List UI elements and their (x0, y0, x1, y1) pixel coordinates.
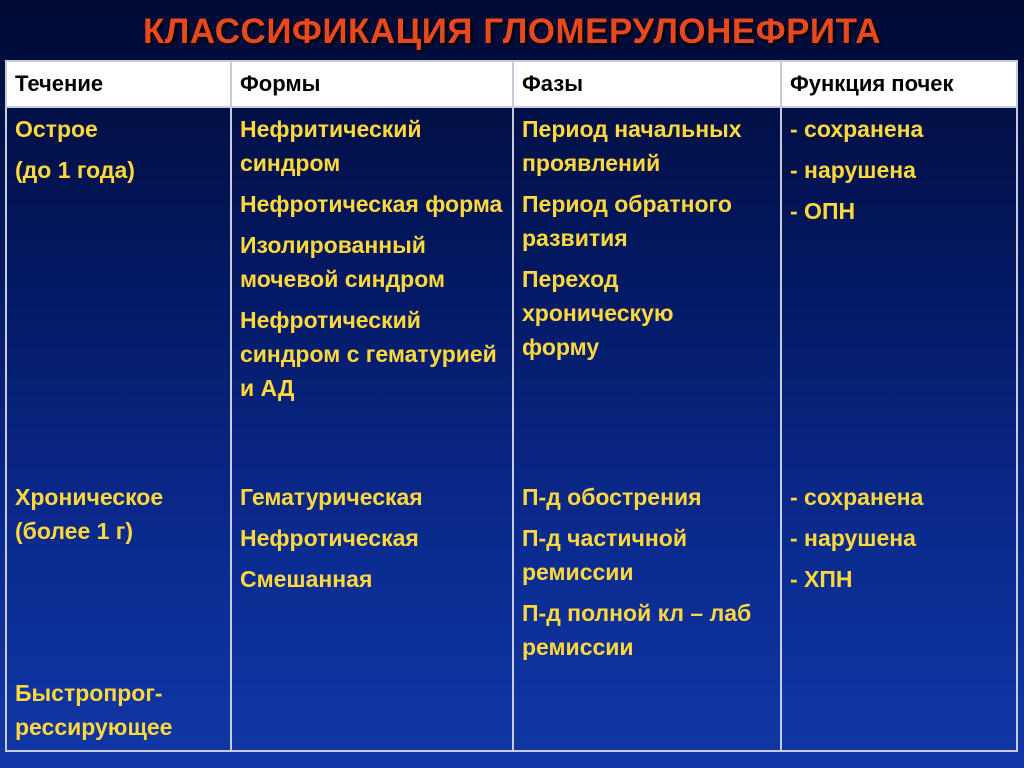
form-item: Смешанная (240, 566, 373, 592)
course-acute-duration: (до 1 года) (15, 157, 135, 183)
phase-item: П-д обострения (522, 484, 702, 510)
phases-chronic (514, 480, 780, 671)
course-chronic (7, 480, 230, 548)
function-item: - сохранена (790, 484, 924, 510)
course-acute-name: Острое (15, 116, 98, 142)
course-rapid-line1: Быстропрог- (15, 680, 163, 706)
forms-acute (232, 112, 512, 412)
function-item: - ОПН (790, 198, 856, 224)
course-acute (7, 112, 230, 194)
header-forms: Формы (231, 61, 513, 107)
phase-item: П-д полной кл – лаб ремиссии (522, 600, 752, 660)
course-cell (6, 107, 231, 751)
phase-item: П-д частичной ремиссии (522, 525, 687, 585)
phases-acute (514, 112, 780, 371)
function-item: - нарушена (790, 525, 916, 551)
form-item: Нефротическая форма (240, 191, 503, 217)
forms-chronic (232, 480, 512, 603)
classification-table (5, 60, 1018, 752)
table-row (6, 107, 1017, 751)
forms-cell (231, 107, 513, 751)
phase-item: Период обратного развития (522, 191, 732, 251)
form-item: Нефритический синдром (240, 116, 422, 176)
course-chronic-duration: (более 1 г) (15, 518, 134, 544)
function-cell (781, 107, 1017, 751)
phases-cell (513, 107, 781, 751)
course-chronic-name: Хроническое (15, 484, 164, 510)
function-item: - ХПН (790, 566, 853, 592)
function-chronic (782, 480, 1016, 603)
function-item: - сохранена (790, 116, 924, 142)
page-title: КЛАССИФИКАЦИЯ ГЛОМЕРУЛОНЕФРИТА (142, 12, 882, 51)
phase-item: Переход хроническую форму (522, 266, 674, 360)
course-rapid (7, 676, 230, 744)
form-item: Изолированный мочевой синдром (240, 232, 445, 292)
function-acute (782, 112, 1016, 235)
course-rapid-line2: рессирующее (15, 714, 173, 740)
form-item: Гематурическая (240, 484, 423, 510)
function-item: - нарушена (790, 157, 916, 183)
header-course: Течение (6, 61, 231, 107)
phase-item: Период начальных проявлений (522, 116, 742, 176)
header-kidney-function: Функция почек (781, 61, 1017, 107)
header-phases: Фазы (513, 61, 781, 107)
form-item: Нефротический синдром с гематурией и АД (240, 307, 497, 401)
form-item: Нефротическая (240, 525, 419, 551)
table-header-row (6, 61, 1017, 107)
